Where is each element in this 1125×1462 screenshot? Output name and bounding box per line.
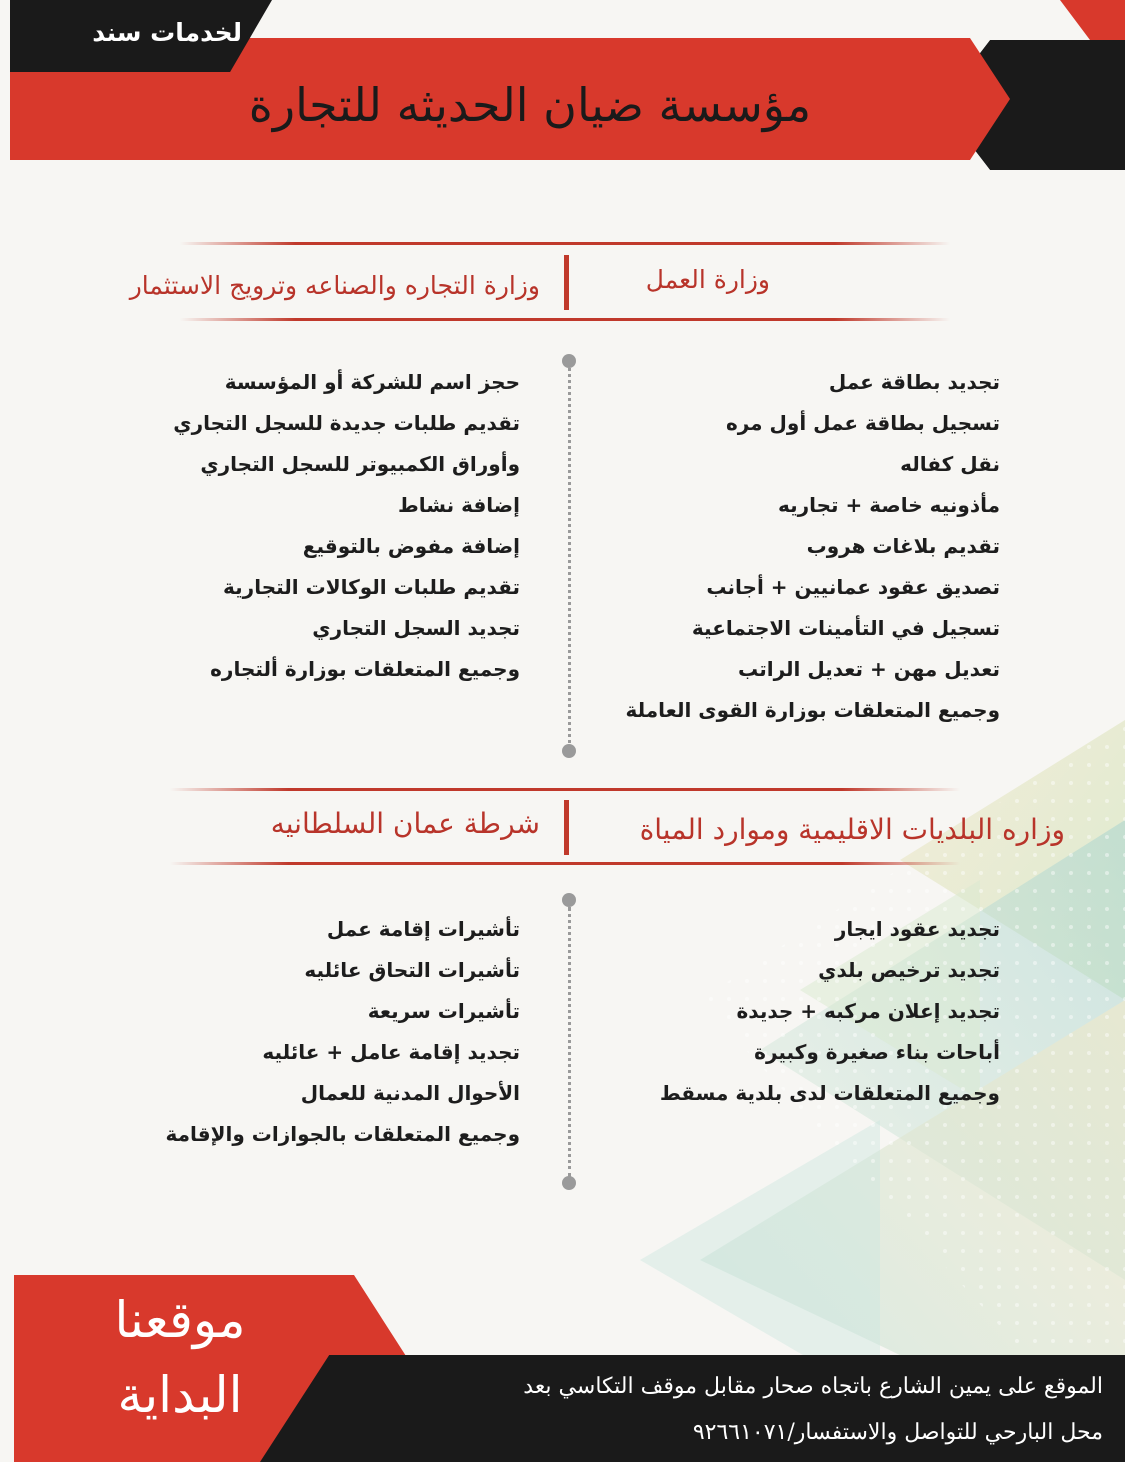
list-item: تأشيرات سريعة	[367, 999, 520, 1023]
section1-line-dot-bottom	[562, 744, 576, 758]
list-item: وجميع المتعلقات بالجوازات والإقامة	[165, 1122, 520, 1146]
section2-left-title: شرطة عمان السلطانيه	[270, 807, 540, 840]
list-item: وجميع المتعلقات لدى بلدية مسقط	[659, 1081, 1000, 1105]
section2-line-dot-top	[562, 893, 576, 907]
list-item: تأشيرات إقامة عمل	[326, 917, 520, 941]
section2-left-list	[120, 909, 520, 1155]
section2-right-list	[600, 909, 1000, 1114]
list-item: الأحوال المدنية للعمال	[300, 1081, 520, 1105]
list-item: تجديد إقامة عامل + عائليه	[262, 1040, 520, 1064]
section1-center-line	[568, 368, 571, 743]
section2-bottom-line	[170, 862, 960, 865]
list-item: نقل كفاله	[900, 452, 1000, 476]
section1-left-title: وزارة التجاره والصناعه وترويج الاستثمار	[129, 271, 540, 300]
list-item: تجديد بطاقة عمل	[828, 370, 1000, 394]
section2-line-dot-bottom	[562, 1176, 576, 1190]
footer-address-line1: الموقع على يمين الشارع باتجاه صحار مقابل موقف التكاسي بعد	[523, 1374, 1103, 1399]
list-item: وجميع المتعلقات بوزارة القوى العاملة	[625, 698, 1000, 722]
footer-location-title: موقعنا	[114, 1291, 246, 1349]
list-item: تصديق عقود عمانيين + أجانب	[706, 575, 1000, 599]
section1-left-list	[120, 362, 520, 690]
list-item: تقديم بلاغات هروب	[806, 534, 1000, 558]
section1-right-list	[600, 362, 1000, 731]
section1-bottom-line	[180, 318, 950, 321]
footer-location-name: البداية	[117, 1366, 243, 1424]
section2-right-title: وزاره البلديات الاقليمية وموارد المياة	[639, 813, 1065, 846]
section2-divider	[564, 800, 569, 855]
list-item: تعديل مهن + تعديل الراتب	[738, 657, 1000, 681]
list-item: إضافة مفوض بالتوقيع	[302, 534, 520, 558]
list-item: تجديد السجل التجاري	[312, 616, 520, 640]
list-item: تقديم طلبات جديدة للسجل التجاري	[173, 411, 520, 435]
list-item: إضافة نشاط	[397, 493, 520, 517]
list-item: تأشيرات التحاق عائليه	[304, 958, 520, 982]
list-item: تسجيل في التأمينات الاجتماعية	[691, 616, 1000, 640]
list-item: وأوراق الكمبيوتر للسجل التجاري	[200, 452, 520, 476]
section1-right-title: وزارة العمل	[645, 265, 770, 294]
list-item: تجديد عقود ايجار	[834, 917, 1000, 941]
page-title: مؤسسة ضيان الحديثه للتجارة	[248, 78, 812, 132]
section1-divider	[564, 255, 569, 310]
list-item: مأذونيه خاصة + تجاريه	[777, 493, 1000, 517]
list-item: تجديد ترخيص بلدي	[818, 958, 1000, 982]
list-item: تجديد إعلان مركبه + جديدة	[736, 999, 1000, 1023]
list-item: تقديم طلبات الوكالات التجارية	[223, 575, 520, 599]
list-item: حجز اسم للشركة أو المؤسسة	[224, 370, 520, 394]
section2-top-line	[170, 788, 960, 791]
footer-address-line2: محل البارحي للتواصل والاستفسار/٩٢٦٦١٠٧١	[692, 1420, 1103, 1445]
list-item: أباحات بناء صغيرة وكبيرة	[754, 1040, 1000, 1064]
header-tab-label: لخدمات سند	[92, 18, 242, 47]
list-item: وجميع المتعلقات بوزارة ألتجاره	[210, 657, 520, 681]
list-item: تسجيل بطاقة عمل أول مره	[725, 411, 1000, 435]
section1-line-dot-top	[562, 354, 576, 368]
section2-center-line	[568, 907, 571, 1177]
section1-top-line	[180, 242, 950, 245]
